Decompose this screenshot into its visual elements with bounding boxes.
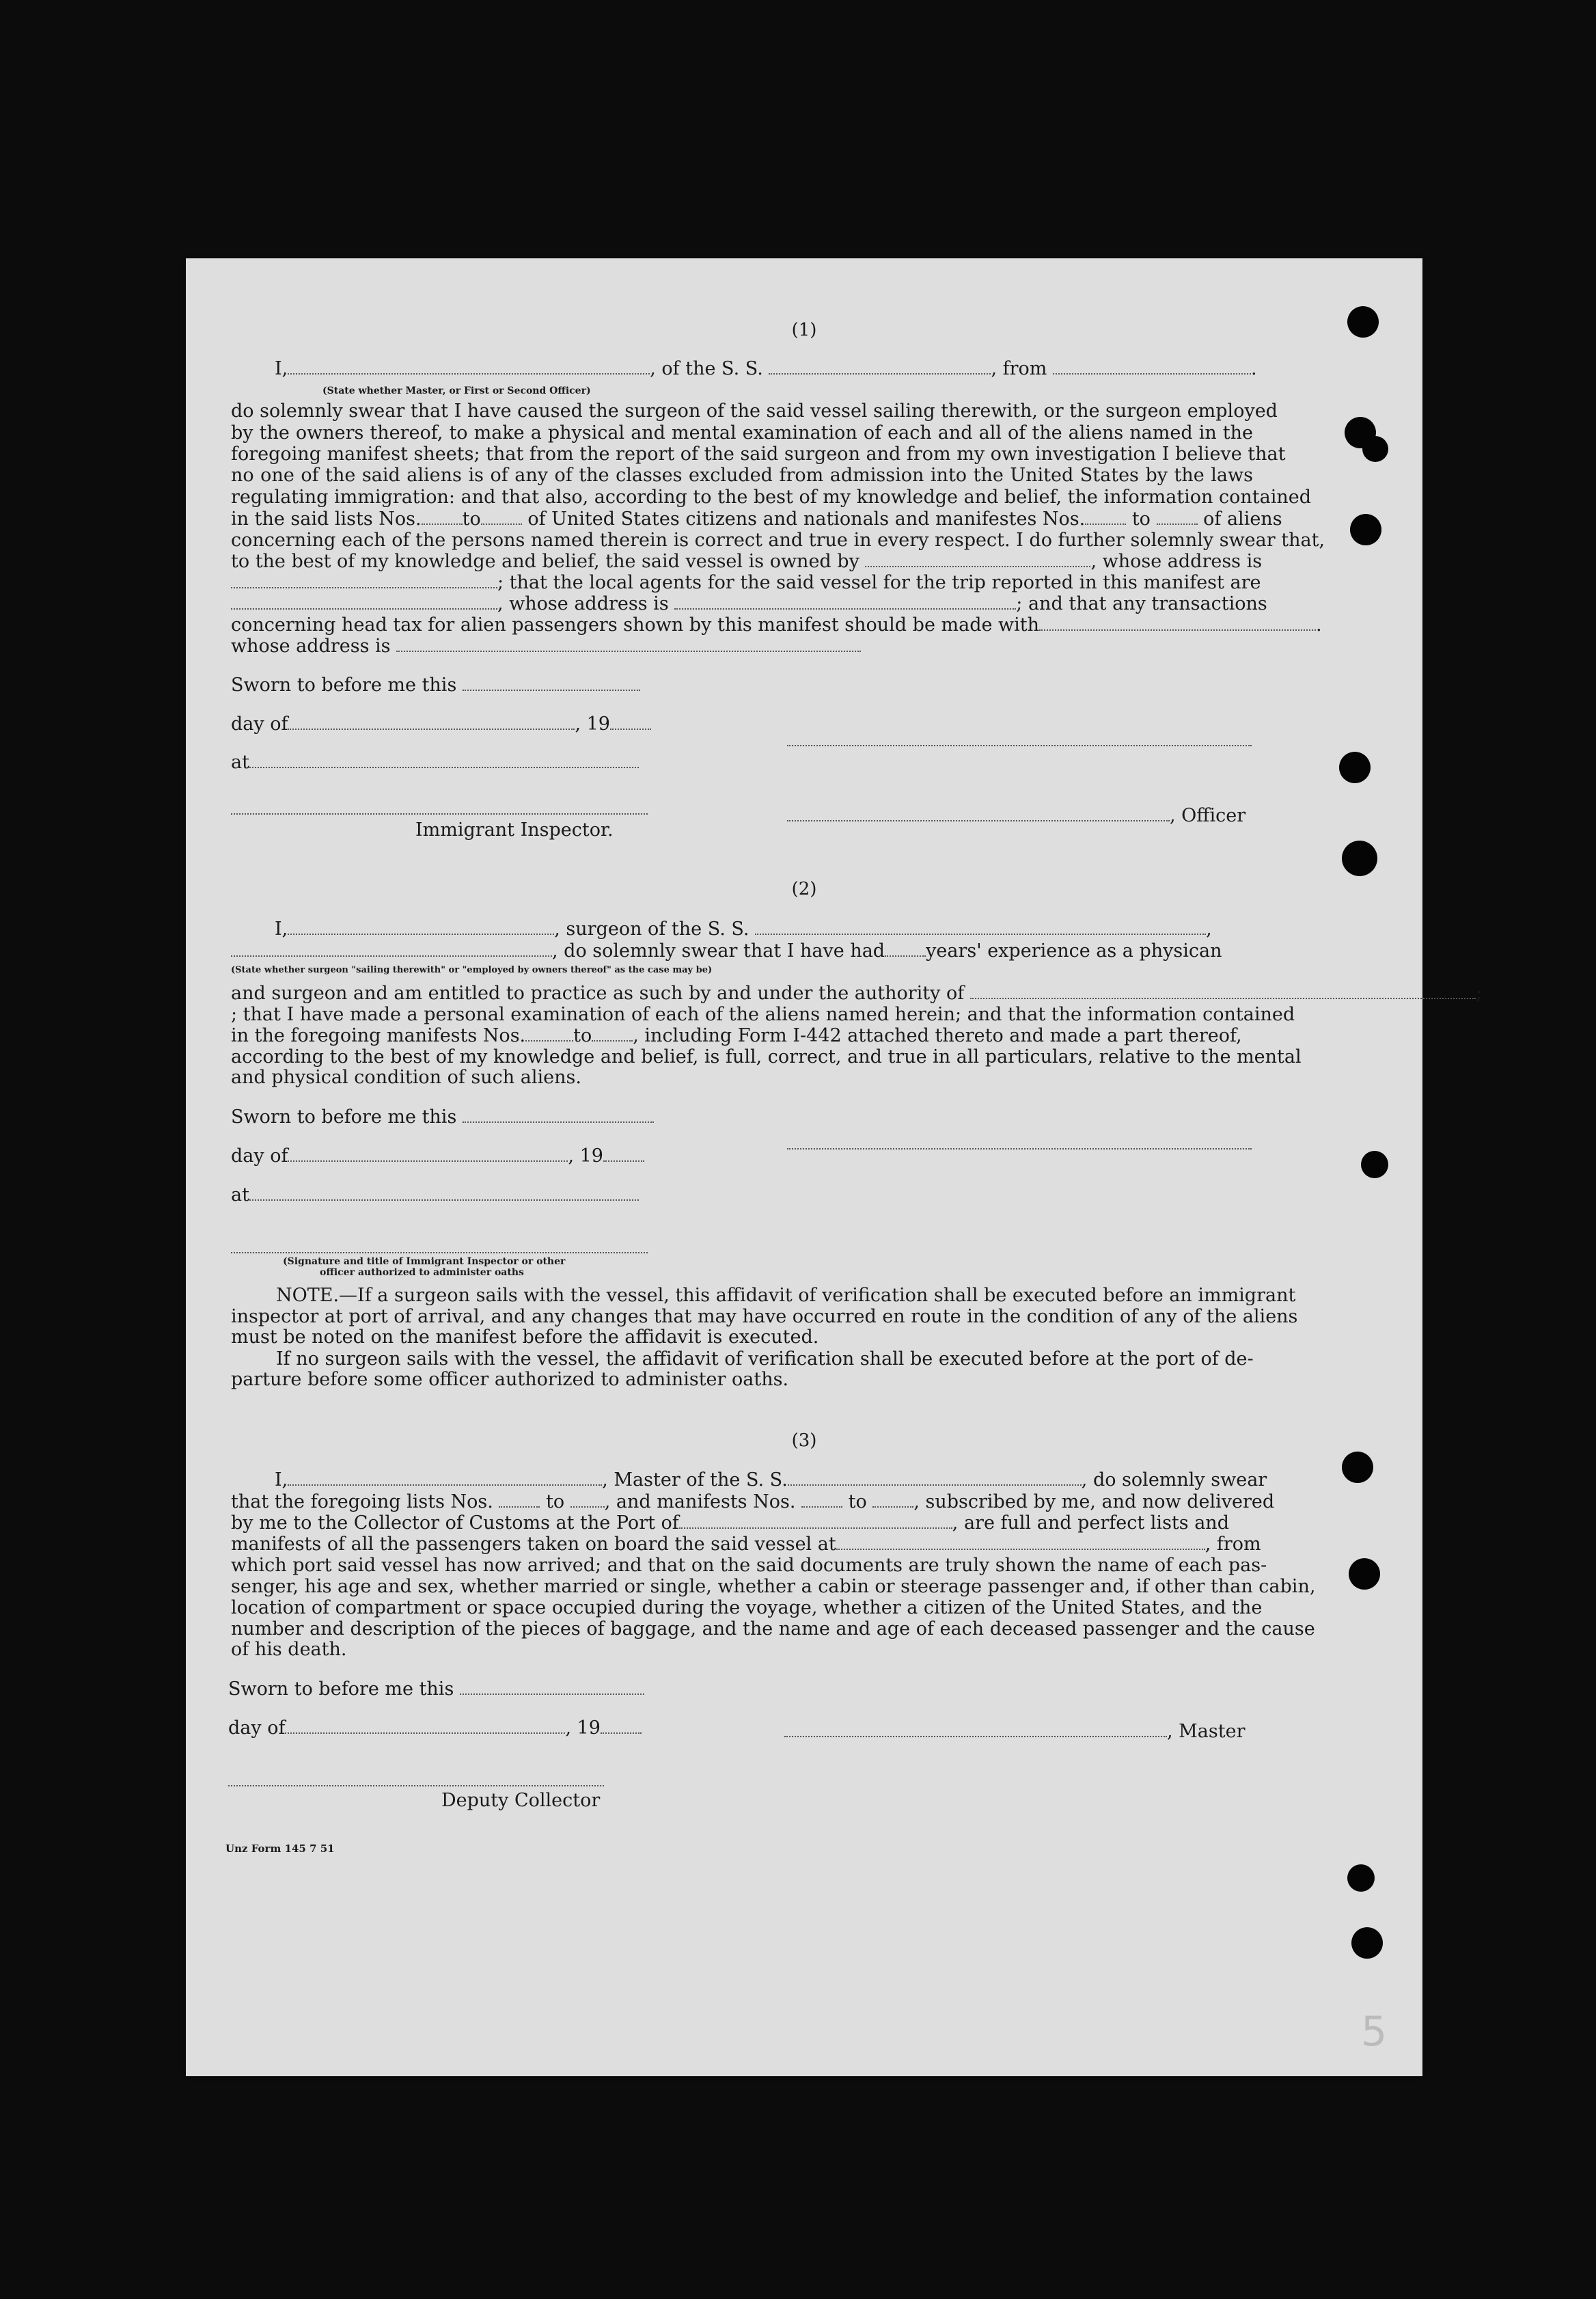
section-2-sig-note-1: (Signature and title of Immigrant Inspector or other [283, 1256, 566, 1267]
section-2-signature-line [787, 1147, 1252, 1150]
section-3-line-1: I, , Master of the S. S. , do solemnly swear [275, 1469, 1267, 1491]
section-3-number: (3) [791, 1430, 817, 1451]
manifest-affidavit-page [186, 258, 1482, 2076]
section-3-line: location of compartment or space occupied during the voyage, whether a citizen of the United States, and the [231, 1597, 1263, 1618]
section-3-deputy-label: Deputy Collector [441, 1790, 601, 1811]
section-1-number: (1) [791, 320, 817, 340]
punch-hole [1349, 1558, 1380, 1590]
section-3-deputy-line [228, 1784, 604, 1786]
punch-hole [1362, 436, 1388, 462]
section-3-line-4: manifests of all the passengers taken on board the said vessel at , from [231, 1534, 1261, 1555]
section-1-line: no one of the said aliens is of any of the classes excluded from admission into the United States by the laws [231, 465, 1253, 486]
punch-hole [1350, 514, 1381, 545]
section-2-sig-note-2: officer authorized to administer oaths [320, 1267, 524, 1278]
section-3-master-line: , Master [784, 1721, 1246, 1742]
section-2-line-1: I, , surgeon of the S. S. , [275, 919, 1212, 940]
section-2-line-7: and physical condition of such aliens. [231, 1067, 581, 1088]
section-1-officer-note: (State whether Master, or First or Second Officer) [322, 385, 591, 396]
section-2-line-2: , do solemnly swear that I have had years' experience as a physican [231, 940, 1222, 962]
section-2-note2-last: parture before some officer authorized to administer oaths. [231, 1369, 789, 1390]
punch-hole [1339, 752, 1371, 783]
section-3-sworn: Sworn to before me this [228, 1678, 644, 1700]
section-2-at: at [231, 1184, 639, 1206]
section-1-line: by the owners thereof, to make a physical and mental examination of each and all of the aliens named in the [231, 422, 1253, 444]
section-1-signature-line [787, 744, 1252, 746]
section-1-line-13: whose address is [231, 636, 861, 657]
section-1-line: foregoing manifest sheets; that from the report of the said surgeon and from my own investigation I believe that [231, 444, 1286, 465]
section-3-line-3: by me to the Collector of Customs at the Port of , are full and perfect lists and [231, 1512, 1229, 1534]
section-1-line-11: , whose address is ; and that any transactions [231, 593, 1267, 614]
section-2-sworn: Sworn to before me this [231, 1106, 654, 1128]
section-1-inspector-label: Immigrant Inspector. [415, 819, 614, 841]
section-2-note2-line: If no surgeon sails with the vessel, the affidavit of verification shall be executed before at the port of de- [276, 1348, 1254, 1370]
section-1-line-9: to the best of my knowledge and belief, the said vessel is owned by , whose address is [231, 551, 1263, 572]
section-1-at: at [231, 752, 639, 773]
section-2-note-line: inspector at port of arrival, and any changes that may have occurred en route in the condition of any of the aliens [231, 1306, 1298, 1327]
section-3-line: senger, his age and sex, whether married or single, whether a cabin or steerage passenger and, if other than cabin, [231, 1576, 1316, 1597]
section-3-day: day of , 19 [228, 1717, 642, 1739]
section-2-line: ; that I have made a personal examination of each of the aliens named herein; and that the information contained [231, 1004, 1295, 1025]
section-1-line: concerning each of the persons named therein is correct and true in every respect. I do further solemnly swear that, [231, 530, 1325, 551]
section-2-inspector-line [231, 1251, 648, 1253]
section-2-line: according to the best of my knowledge and belief, is full, correct, and true in all particulars, relative to the mental [231, 1046, 1302, 1067]
punch-hole [1342, 1452, 1373, 1483]
section-1-line: regulating immigration: and that also, according to the best of my knowledge and belief, the information contained [231, 487, 1312, 508]
section-3-line: number and description of the pieces of baggage, and the name and age of each deceased passenger and the cause [231, 1618, 1315, 1640]
punch-hole [1361, 1151, 1388, 1178]
section-1-sworn: Sworn to before me this [231, 675, 640, 696]
punch-hole [1351, 1927, 1383, 1959]
section-1-officer-line: , Officer [787, 805, 1246, 826]
section-2-day: day of , 19 [231, 1145, 644, 1167]
section-1-line-7: in the said lists Nos. to of United States citizens and nationals and manifestes Nos. to of aliens [231, 508, 1282, 530]
section-2-line-3: and surgeon and am entitled to practice as such by and under the authority of ; [231, 983, 1482, 1004]
section-2-note-line: NOTE.—If a surgeon sails with the vessel, this affidavit of verification shall be executed before an immigrant [276, 1285, 1296, 1306]
section-2-note-last: must be noted on the manifest before the affidavit is executed. [231, 1327, 819, 1348]
punch-hole [1347, 1864, 1375, 1892]
section-1-line-10: ; that the local agents for the said vessel for the trip reported in this manifest are [231, 572, 1261, 593]
form-number-footer: Unz Form 145 7 51 [225, 1842, 335, 1855]
section-2-line-5: in the foregoing manifests Nos. to , including Form I-442 attached thereto and made a part thereof, [231, 1025, 1242, 1046]
section-3-line-2: that the foregoing lists Nos. to , and manifests Nos. to , subscribed by me, and now delivered [231, 1491, 1275, 1512]
section-1-line: do solemnly swear that I have caused the surgeon of the said vessel sailing therewith, or the surgeon employed [231, 400, 1278, 422]
handwritten-page-mark: 5 [1361, 2008, 1388, 2056]
section-1-line-1: I, , of the S. S. , from . [275, 358, 1257, 379]
section-2-surgeon-note: (State whether surgeon "sailing therewith" or "employed by owners thereof" as the case may be) [231, 965, 713, 975]
section-3-last: of his death. [231, 1639, 347, 1660]
section-1-inspector-line [231, 812, 648, 815]
section-1-day: day of , 19 [231, 713, 651, 735]
section-1-line-12: concerning head tax for alien passengers shown by this manifest should be made with . [231, 614, 1322, 636]
punch-hole [1342, 841, 1377, 876]
section-3-line: which port said vessel has now arrived; and that on the said documents are truly shown the name of each pas- [231, 1555, 1267, 1576]
section-2-number: (2) [791, 879, 817, 899]
